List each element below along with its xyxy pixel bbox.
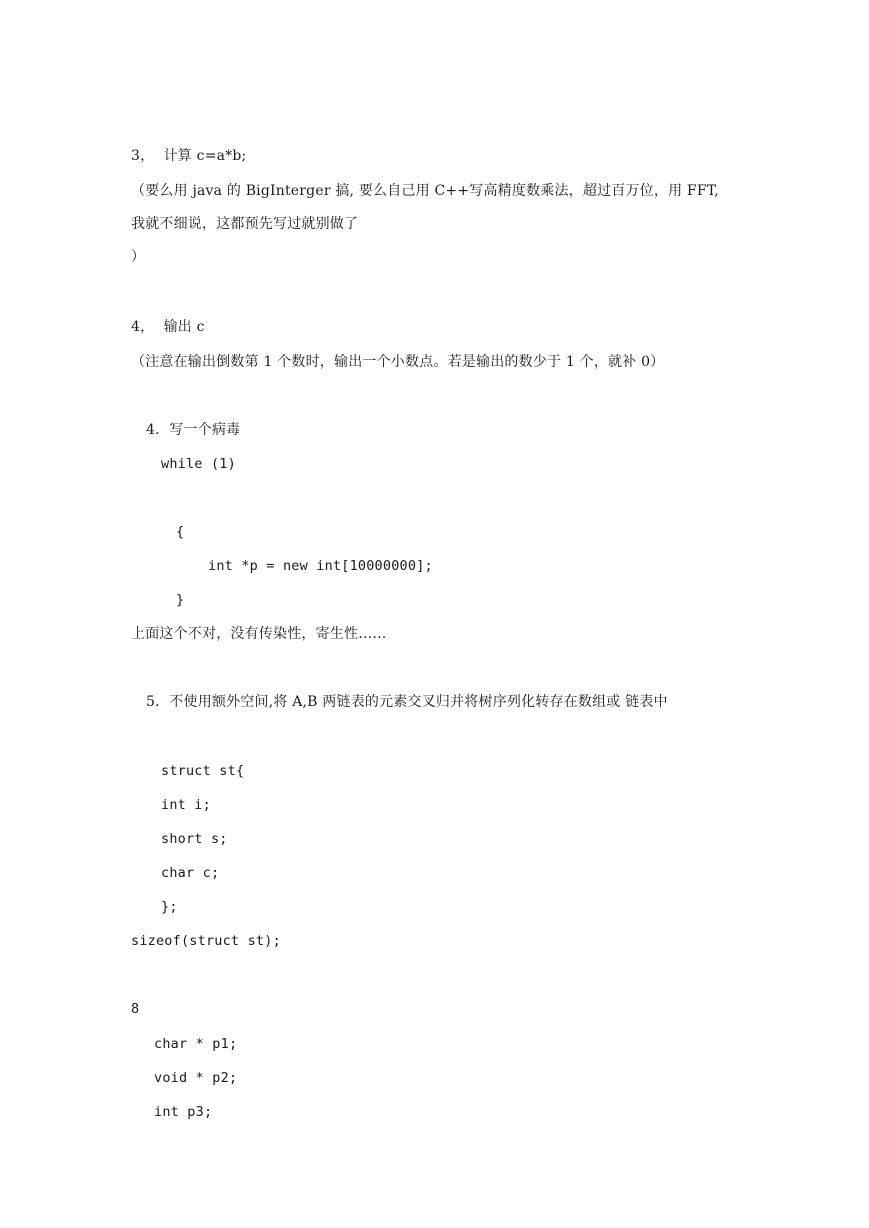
code-line: char * p1;: [154, 1036, 238, 1052]
code-line: while (1): [161, 456, 236, 472]
sizeof-line: sizeof(struct st);: [131, 933, 281, 949]
code-line: char c;: [161, 865, 220, 881]
code-line: int p3;: [154, 1104, 213, 1120]
code-line: short s;: [161, 831, 228, 847]
virus-heading: 4．写一个病毒: [146, 422, 241, 438]
code-line: int i;: [161, 797, 211, 813]
section4-heading: 4， 输出 c: [131, 319, 205, 335]
code-line: }: [176, 592, 185, 608]
code-line: int *p = new int[10000000];: [208, 558, 433, 574]
section3-heading: 3， 计算 c=a*b;: [131, 148, 247, 164]
virus-comment: 上面这个不对，没有传染性，寄生性……: [131, 626, 387, 642]
question5-heading: 5．不使用额外空间,将 A,B 两链表的元素交叉归并将树序列化转存在数组或 链表中: [146, 694, 668, 710]
code-line: struct st{: [161, 763, 245, 779]
section3-note-line2: 我就不细说，这都预先写过就别做了: [131, 216, 359, 232]
code-line: {: [176, 524, 185, 540]
code-line: };: [161, 899, 178, 915]
section3-note-close: ）: [131, 249, 146, 265]
section3-note-line1: （要么用 java 的 BigInterger 搞, 要么自己用 C++写高精度数乘法，超过百万位，用 FFT,: [131, 183, 719, 199]
section4-note: （注意在输出倒数第 1 个数时，输出一个小数点。若是输出的数少于 1 个，就补 0）: [131, 354, 665, 370]
question8-number: 8: [131, 1001, 140, 1017]
code-line: void * p2;: [154, 1070, 238, 1086]
